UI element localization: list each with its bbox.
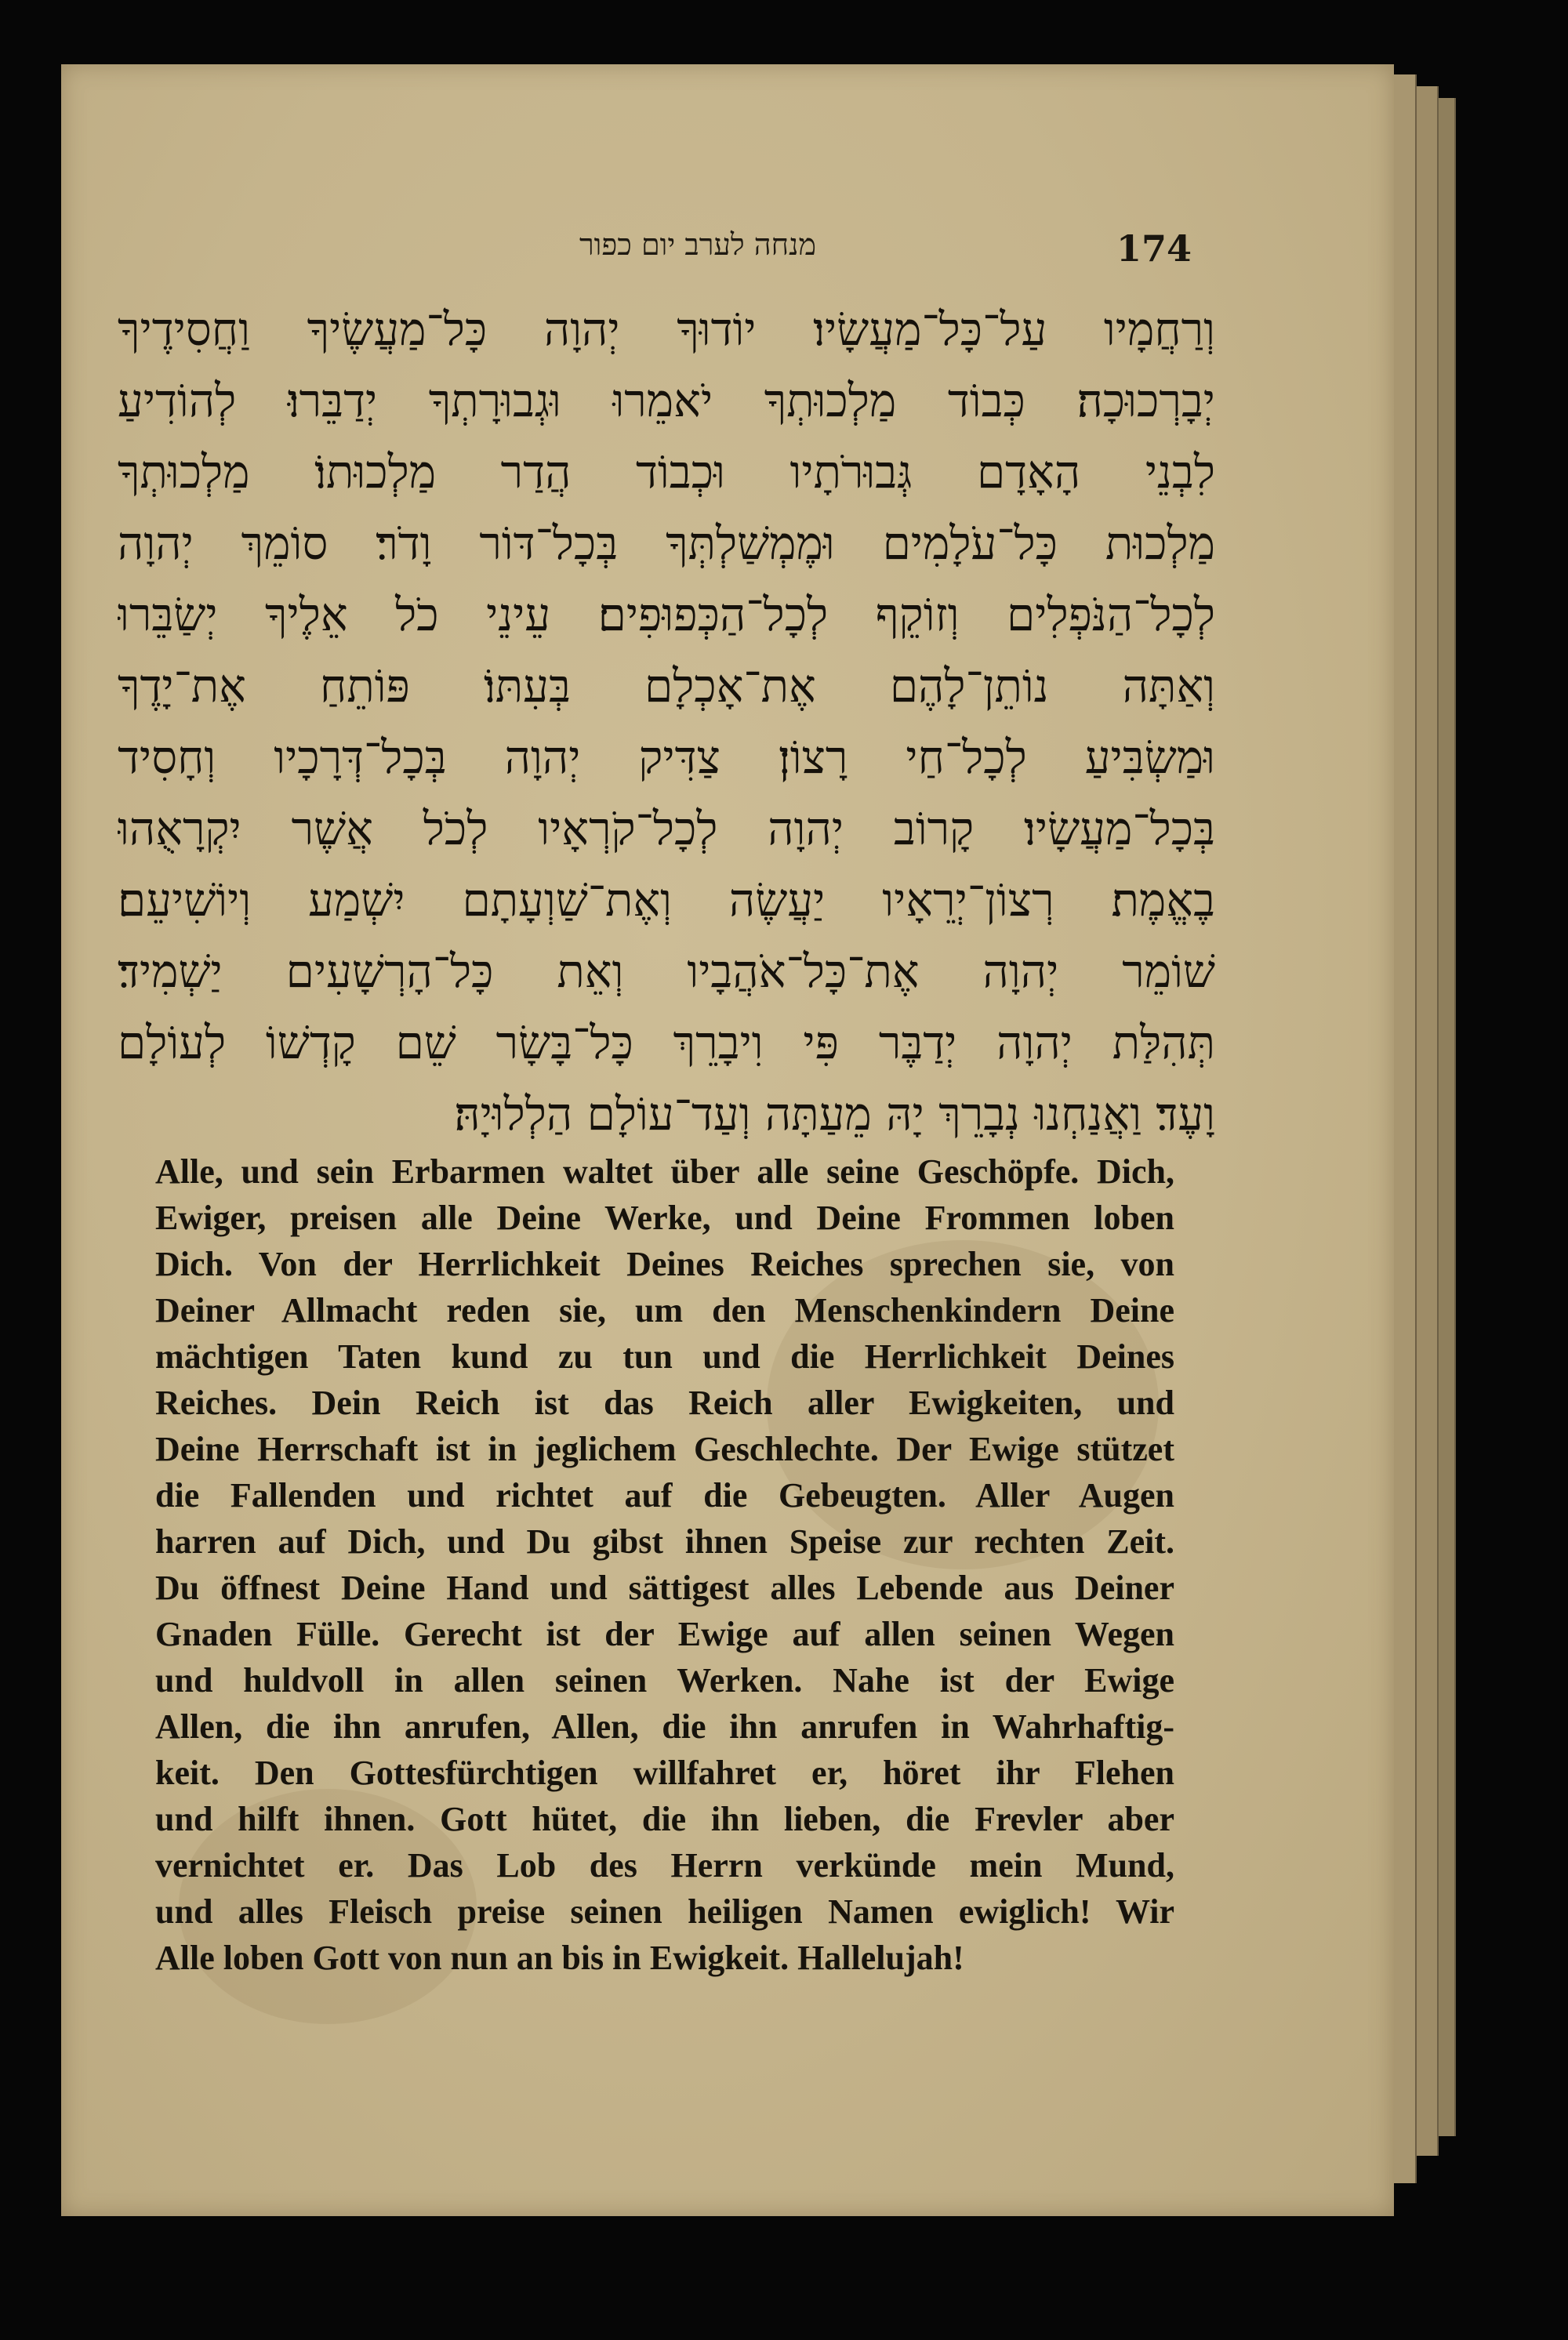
hebrew-line: שׁוֹמֵר יְהוָה אֶת־כָּל־אֹהֲבָיו וְאֵת כָּל־הָרְשָׁעִים יַשְׁמִיד׃ xyxy=(118,945,1215,998)
german-line: Allen, die ihn anrufen, Allen, die ihn anrufen in Wahrhaftig- xyxy=(155,1707,1174,1746)
german-line: und hilft ihnen. Gott hütet, die ihn lieben, die Frevler aber xyxy=(155,1800,1174,1838)
german-line: Alle loben Gott von nun an bis in Ewigkeit. Hallelujah! xyxy=(155,1939,964,1977)
hebrew-line: תְּהִלַּת יְהוָה יְדַבֶּר פִּי וִיבָרֵךְ כָּל־בָּשָׂר שֵׁם קָדְשׁוֹ לְעוֹלָם xyxy=(118,1016,1215,1069)
german-line: die Fallenden und richtet auf die Gebeugten. Aller Augen xyxy=(155,1476,1174,1515)
hebrew-line: וְאַתָּה נוֹתֵן־לָהֶם אֶת־אָכְלָם בְּעִתּוֹ׃ פּוֹתֵחַ אֶת־יָדֶךָ xyxy=(118,659,1215,713)
hebrew-line: וּמַשְׂבִּיעַ לְכָל־חַי רָצוֹן׃ צַדִּיק יְהוָה בְּכָל־דְּרָכָיו וְחָסִיד xyxy=(118,731,1215,784)
german-line: Gnaden Fülle. Gerecht ist der Ewige auf allen seinen Wegen xyxy=(155,1615,1174,1653)
german-line: Ewiger, preisen alle Deine Werke, und Deine Frommen loben xyxy=(155,1199,1174,1237)
hebrew-line: לְכָל־הַנֹּפְלִים וְזוֹקֵף לְכָל־הַכְּפוּפִים׃ עֵינֵי כֹל אֵלֶיךָ יְשַׂבֵּרוּ xyxy=(118,588,1215,641)
hebrew-text-block xyxy=(118,294,1215,1150)
german-line: Deine Herrschaft ist in jeglichem Geschlechte. Der Ewige stützet xyxy=(155,1430,1174,1468)
german-line: Alle, und sein Erbarmen waltet über alle seine Geschöpfe. Dich, xyxy=(155,1152,1174,1191)
page-number: 174 xyxy=(1116,227,1192,270)
hebrew-line: מַלְכוּת כָּל־עֹלָמִים וּמֶמְשַׁלְתְּךָ בְּכָל־דּוֹר וָדֹר׃ סוֹמֵךְ יְהוָה xyxy=(118,517,1215,570)
hebrew-line: בֶאֱמֶת׃ רְצוֹן־יְרֵאָיו יַעֲשֶׂה וְאֶת־שַׁוְעָתָם יִשְׁמַע וְיוֹשִׁיעֵם׃ xyxy=(118,873,1215,927)
german-line: Reiches. Dein Reich ist das Reich aller Ewigkeiten, und xyxy=(155,1384,1174,1422)
german-line: Du öffnest Deine Hand und sättigest alles Lebende aus Deiner xyxy=(155,1569,1174,1607)
page-header xyxy=(141,227,1192,274)
running-head: מנחה לערב יום כפור xyxy=(579,227,816,262)
german-translation-block xyxy=(155,1148,1174,1981)
german-line: Deiner Allmacht reden sie, um den Menschenkindern Deine xyxy=(155,1291,1174,1330)
hebrew-line: בְּכָל־מַעֲשָׂיו׃ קָרוֹב יְהוָה לְכָל־קֹרְאָיו לְכֹל אֲשֶׁר יִקְרָאֻהוּ xyxy=(118,802,1215,855)
hebrew-line: לִבְנֵי הָאָדָם גְּבוּרֹתָיו וּכְבוֹד הֲדַר מַלְכוּתוֹ׃ מַלְכוּתְךָ xyxy=(118,445,1215,499)
german-line: keit. Den Gottesfürchtigen willfahret er, höret ihr Flehen xyxy=(155,1754,1174,1792)
german-line: vernichtet er. Das Lob des Herrn verkünde mein Mund, xyxy=(155,1846,1174,1885)
german-line: harren auf Dich, und Du gibst ihnen Speise zur rechten Zeit. xyxy=(155,1522,1174,1561)
page-edge xyxy=(1415,86,1439,2156)
hebrew-line: יְבָרְכוּכָה׃ כְּבוֹד מַלְכוּתְךָ יֹאמֵרוּ וּגְבוּרָתְךָ יְדַבֵּרוּ׃ לְהוֹדִיעַ xyxy=(118,374,1215,427)
german-line: mächtigen Taten kund zu tun und die Herrlichkeit Deines xyxy=(155,1337,1174,1376)
german-line: und alles Fleisch preise seinen heiligen Namen ewiglich! Wir xyxy=(155,1892,1174,1931)
german-line: und huldvoll in allen seinen Werken. Nahe ist der Ewige xyxy=(155,1661,1174,1700)
hebrew-line: וָעֶד׃ וַאֲנַחְנוּ נְבָרֵךְ יָהּ מֵעַתָּה וְעַד־עוֹלָם הַלְלוּיָהּ׃ xyxy=(454,1087,1215,1141)
german-line: Dich. Von der Herrlichkeit Deines Reiches sprechen sie, von xyxy=(155,1245,1174,1283)
page-edge xyxy=(1437,98,1456,2136)
hebrew-line: וְרַחֲמָיו עַל־כָּל־מַעֲשָׂיו׃ יוֹדוּךָ יְהוָה כָּל־מַעֲשֶׂיךָ וַחֲסִידֶיךָ xyxy=(118,303,1215,356)
page-edge xyxy=(1392,74,1417,2183)
